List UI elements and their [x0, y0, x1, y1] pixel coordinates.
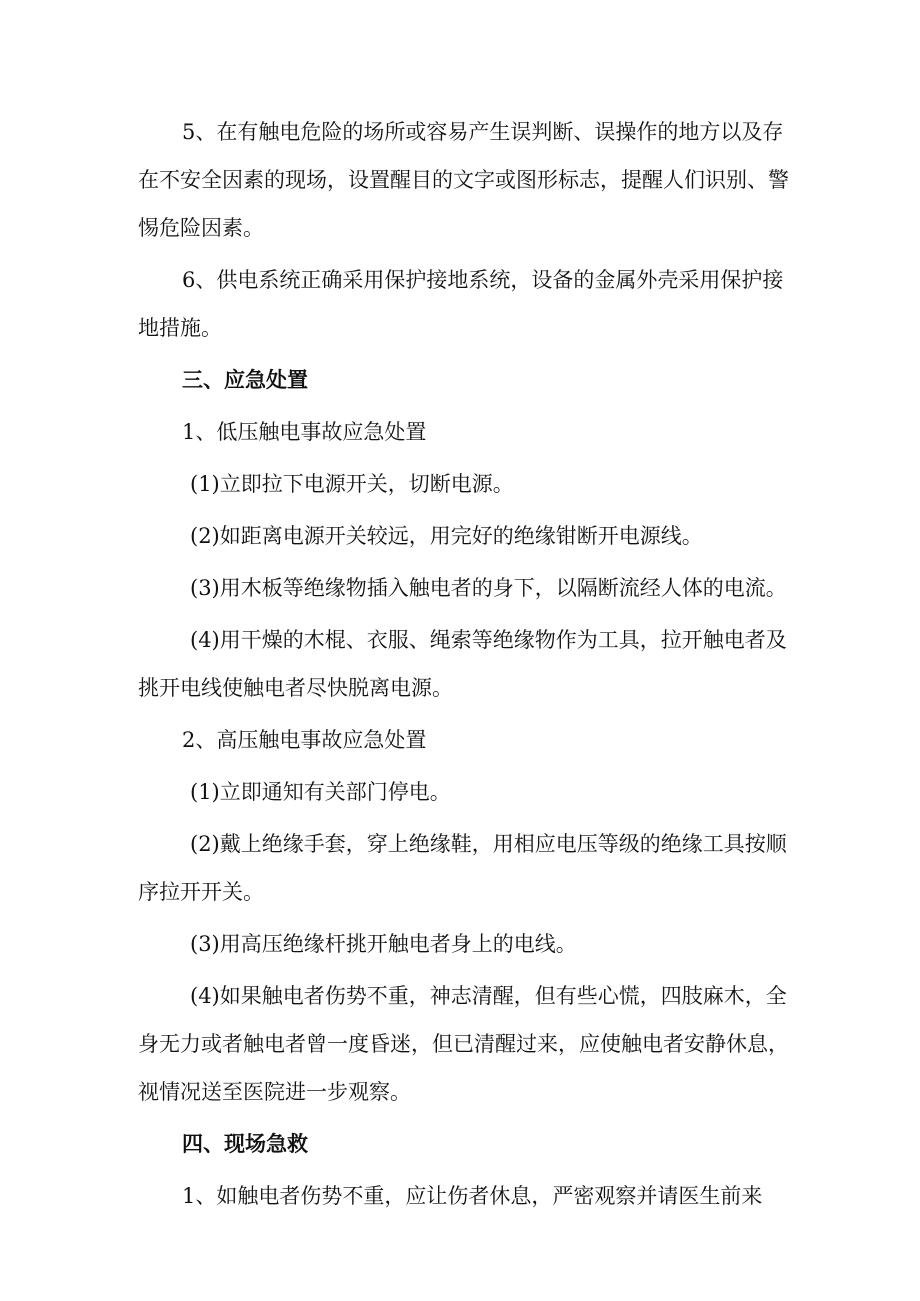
list-item: (2)戴上绝缘手套，穿上绝缘鞋，用相应电压等级的绝缘工具按顺序拉开开关。	[138, 832, 787, 904]
paragraph-item-5: 5、在有触电危险的场所或容易产生误判断、误操作的地方以及存在不安全因素的现场，设置醒目的文字或图形标志，提醒人们识别、警惕危险因素。	[138, 120, 789, 240]
list-item: (1)立即拉下电源开关，切断电源。	[190, 472, 514, 496]
list-item: (1)立即通知有关部门停电。	[190, 780, 451, 804]
list-item: (3)用高压绝缘杆挑开触电者身上的电线。	[190, 932, 577, 956]
list-item: (4)用干燥的木棍、衣服、绳索等绝缘物作为工具，拉开触电者及挑开电线使触电者尽快脱离电源。	[138, 628, 787, 700]
paragraph-item-6: 6、供电系统正确采用保护接地系统，设备的金属外壳采用保护接地措施。	[138, 268, 784, 340]
list-item: (4)如果触电者伤势不重，神志清醒，但有些心慌，四肢麻木，全身无力或者触电者曾一度昏迷，但已清醒过来，应使触电者安静休息，视情况送至医院进一步观察。	[138, 984, 789, 1104]
list-item: (3)用木板等绝缘物插入触电者的身下，以隔断流经人体的电流。	[190, 576, 787, 600]
subsection-low-voltage: 1、低压触电事故应急处置	[182, 420, 427, 444]
document-body	[138, 108, 798, 1220]
paragraph-first-aid-1: 1、如触电者伤势不重，应让伤者休息，严密观察并请医生前来	[182, 1184, 763, 1208]
section-heading-first-aid: 四、现场急救	[182, 1132, 308, 1156]
list-item: (2)如距离电源开关较远，用完好的绝缘钳断开电源线。	[190, 524, 703, 548]
section-heading-emergency: 三、应急处置	[182, 368, 308, 392]
subsection-high-voltage: 2、高压触电事故应急处置	[182, 728, 427, 752]
